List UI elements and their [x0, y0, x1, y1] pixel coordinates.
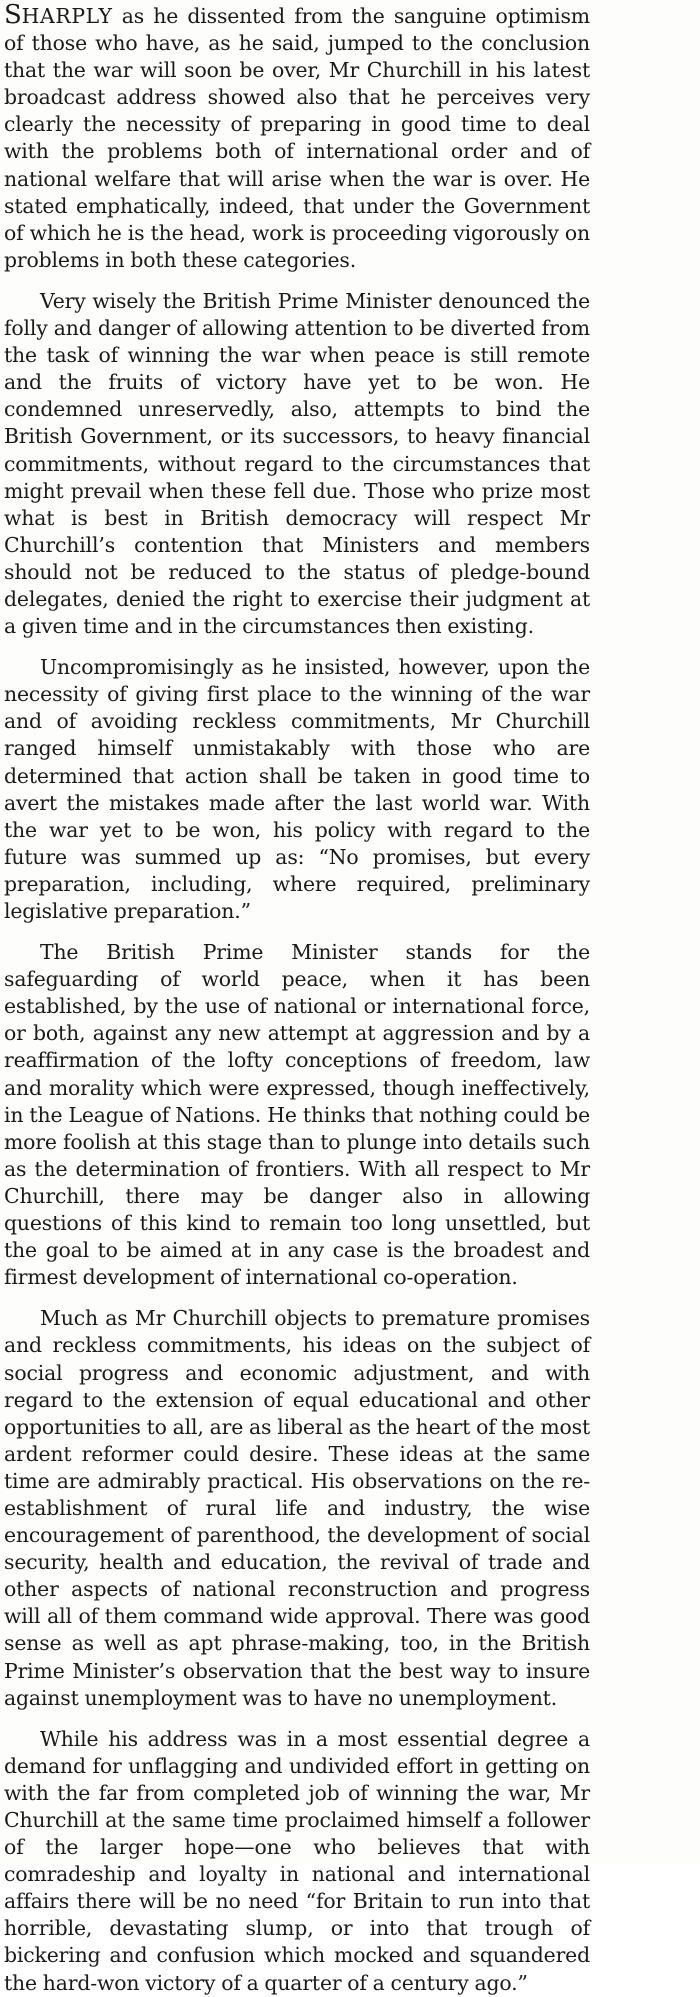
article-column: [4, 0, 590, 1997]
article-paragraph-1: [4, 0, 590, 274]
article-paragraph-6: While his address was in a most essential degree a demand for unflagging and undivided effort in getting on with the far from completed job of winning the war, Mr Churchill at the same time proclaimed himself a follower of the larger hope—one who believes that with comradeship and loyalty in national and international affairs there will be no need “for Britain to run into that horrible, devastating slump, or into that trough of bickering and confusion which mocked and squandered the hard-won victory of a quarter of a century ago.”: [4, 1726, 590, 1995]
article-paragraph-3: Uncompromisingly as he insisted, however, upon the necessity of giving first place to the winning of the war and of avoiding reckless commitments, Mr Churchill ranged himself unmistakably with those who are determined that action shall be taken in good time to avert the mistakes made after the last world war. With the war yet to be won, his policy with regard to the future was summed up as: “No promises, but every preparation, including, where required, preliminary legislative preparation.”: [4, 655, 590, 923]
article-paragraph-4: The British Prime Minister stands for the safeguarding of world peace, when it has been established, by the use of national or international force, or both, against any new attempt at aggression and by a reaffirmation of the lofty conceptions of freedom, law and morality which were expressed, though ineffectively, in the League of Nations. He thinks that nothing could be more foolish at this stage than to plunge into details such as the determination of frontiers. With all respect to Mr Churchill, there may be danger also in allowing questions of this kind to remain too long unsettled, but the goal to be aimed at in any case is the broadest and firmest development of international co-operation.: [4, 940, 590, 1290]
lead-initial: S: [4, 0, 22, 30]
article-paragraph-5: Much as Mr Churchill objects to premature promises and reckless commitments, his ideas on the subject of social progress and economic adjustment, and with regard to the extension of equal educational and other opportunities to all, are as liberal as the heart of the most ardent reformer could desire. These ideas at the same time are admirably practical. His observations on the re-establishment of rural life and industry, the wise encouragement of parenthood, the development of social security, health and education, the revival of trade and other aspects of national reconstruction and progress will all of them command wide approval. There was good sense as well as apt phrase-making, too, in the British Prime Minister’s observation that the best way to insure against unemployment was to have no unemployment.: [4, 1306, 590, 1710]
article-paragraph-2: Very wisely the British Prime Minister denounced the folly and danger of allowing attention to be diverted from the task of winning the war when peace is still remote and the fruits of victory have yet to be won. He condemned unreservedly, also, attempts to bind the British Government, or its successors, to heavy financial commitments, without regard to the circumstances that might prevail when these fell due. Those who prize most what is best in British democracy will respect Mr Churchill’s contention that Ministers and members should not be reduced to the status of pledge-bound delegates, denied the right to exercise their judgment at a given time and in the circumstances then existing.: [4, 288, 590, 639]
paragraph-1-text: as he dissented from the sanguine optimism of those who have, as he said, jumped to the conclusion that the war will soon be over, Mr Churchill in his latest broadcast address showed also that he perceives very clearly the necessity of preparing in good time to deal with the problems both of international order and of national welfare that will arise when the war is over. He stated emphatically, indeed, that under the Government of which he is the head, work is proceeding vigorously on problems in both these categories.: [4, 4, 590, 272]
lead-caps: HARPLY: [21, 4, 113, 28]
